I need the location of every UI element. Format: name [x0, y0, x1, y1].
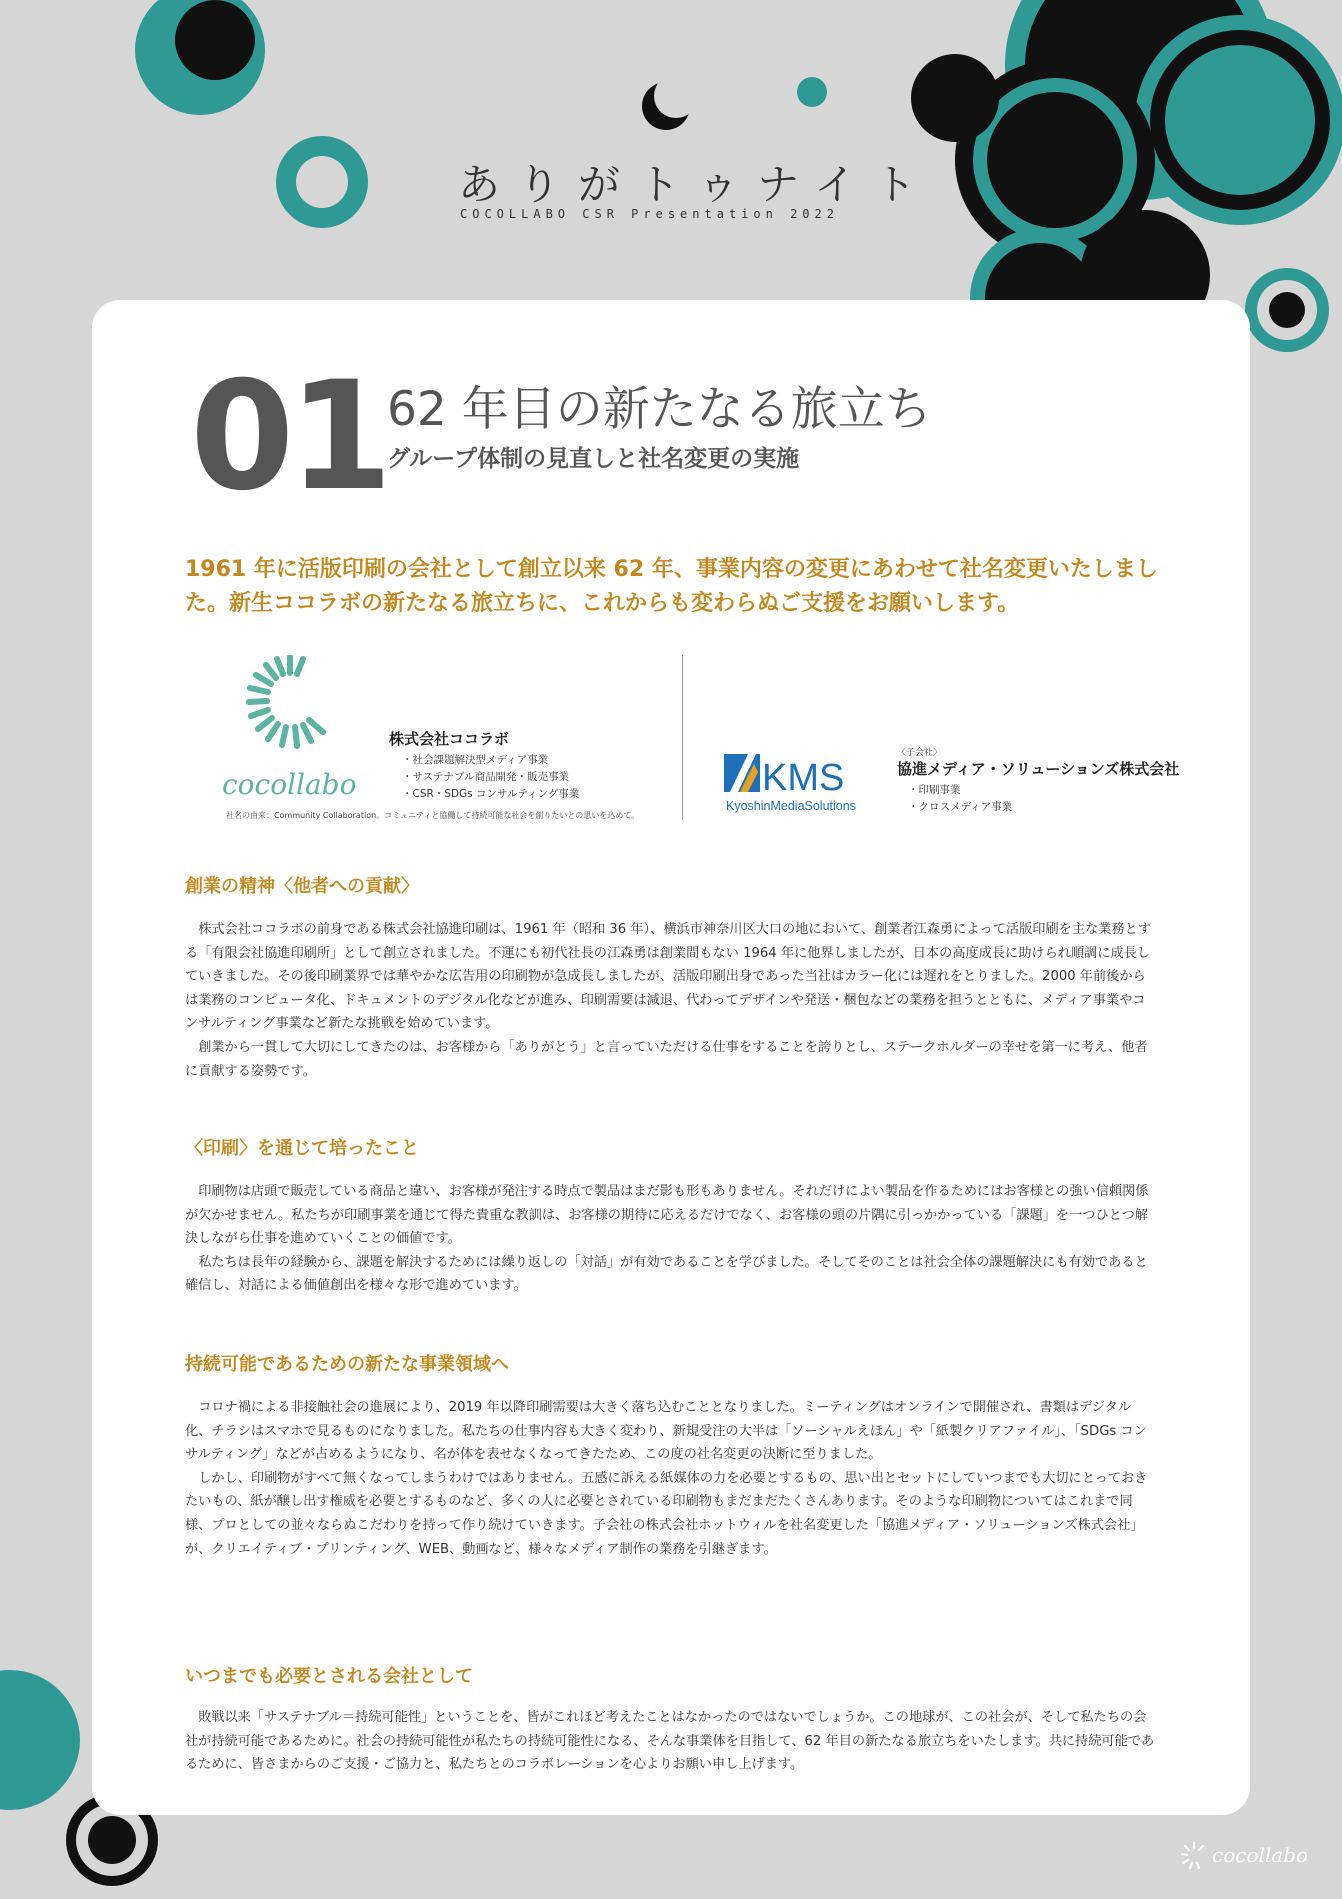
paragraph: しかし、印刷物がすべて無くなってしまうわけではありません。五感に訴える紙媒体の力を必要とするもの、思い出とセットにしていつまでも大切にとっておきたいもの、紙が醸し出す権威を必要とするものなど、多くの人に必要とされている印刷物もまだまだたくさんあります。そのような印刷物についてはこれまで同様、プロとしての並々ならぬこだわりを持って作り続けていきます。子会社の株式会社ホットウィルを社名変更した「協進メディア・ソリューションズ株式会社」が、クリエイティブ・プリンティング、WEB、動画など、様々なメディア制作の業務を引継ぎます。: [185, 1470, 1148, 1557]
section-heading: いつまでも必要とされる会社として: [185, 1666, 473, 1687]
subsidiary-name: 協進メディア・ソリューションズ株式会社: [897, 760, 1180, 778]
paragraph: 敗戦以来「サステナブル＝持続可能性」ということを、皆がこれほど考えたことはなかったのではないでしょうか。この地球が、この社会が、そして私たちの会社が持続可能であるために。社会の持続可能性が私たちの持続可能性になる、そんな事業体を目指して、62 年目の新たなる旅立ちをいたします。共に持続可能であるために、皆さまからのご支援・ご協力と、私たちとのコラボレーションを心よりお願い申し上げます。: [185, 1710, 1155, 1773]
company-business-list: [402, 752, 579, 803]
lead-text: 1961 年に活版印刷の会社として創立以来 62 年、事業内容の変更にあわせて社名変更いたしました。新生ココラボの新たなる旅立ちに、これからも変わらぬご支援をお願いします。: [185, 557, 1158, 616]
site-title: ありがトゥナイト: [458, 160, 935, 209]
page-header: [0, 0, 1342, 300]
section-body: [185, 1180, 1157, 1298]
subsidiary-tag: 〈子会社〉: [897, 748, 943, 758]
cocollabo-wordmark: cocollabo: [222, 768, 357, 801]
site-subtitle: COCOLLABO CSR Presentation 2022: [460, 207, 839, 221]
list-item: ・CSR・SDGs コンサルティング事業: [402, 788, 580, 800]
kms-logo-subtext: KyoshinMediaSolutions: [726, 799, 856, 813]
paragraph: 印刷物は店頭で販売している商品と違い、お客様が発注する時点で製品はまだ影も形もありません。それだけによい製品を作るためにはお客様との強い信頼関係が欠かせません。私たちが印刷事業を通じて得た貴重な教訓は、お客様の期待に応えるだけでなく、お客様の頭の片隅に引っかかっている「課題」を一つひとつ解決しながら仕事を進めていくことの価値です。: [185, 1184, 1149, 1247]
paragraph: コロナ禍による非接触社会の進展により、2019 年以降印刷需要は大きく落ち込むこととなりました。ミーティングはオンラインで開催され、書類はデジタル化、チラシはスマホで見るものになりました。私たちの仕事内容も大きく変わり、新規受注の大半は「ソーシャルえほん」や「紙製クリアファイル」、「SDGs コンサルティング」などが占めるようになり、名が体を表せなくなってきたため、この度の社名変更の決断に至りました。: [185, 1400, 1147, 1463]
footer-brand: cocollabo: [1212, 1843, 1309, 1867]
list-item: ・クロスメディア事業: [908, 801, 1013, 813]
section-heading: 創業の精神〈他者への貢献〉: [185, 876, 419, 897]
footer-logo-icon: [1180, 1842, 1208, 1870]
company-name: 株式会社ココラボ: [389, 730, 510, 748]
paragraph: 株式会社ココラボの前身である株式会社協進印刷は、1961 年（昭和 36 年）、横浜市神奈川区大口の地において、創業者江森勇によって活版印刷を主な業務とする「有限会社協進印刷所」として創立されました。不運にも初代社長の江森勇は創業間もない 1964 年に他界しましたが、日本の高度成長に助けられ順調に成長していきました。その後印刷業界では華やかな広告用の印刷物が急成長しましたが、活版印刷出身であった当社はカラー化には遅れをとりました。2000 年前後からは業務のコンピュータ化、ドキュメントのデジタル化などが進み、印刷需要は減退、代わってデザインや発送・梱包などの業務を担うとともに、メディア事業やコンサルティング事業など新たな挑戦を始めています。: [185, 922, 1151, 1032]
article-title: 62 年目の新たなる旅立ち: [387, 382, 932, 437]
section-body: [185, 1396, 1157, 1561]
section-body: [185, 918, 1157, 1083]
paragraph: 私たちは長年の経験から、課題を解決するためには繰り返しの「対話」が有効であることを学びました。そしてそのことは社会全体の課題解決にも有効であると確信し、対話による価値創出を様々な形で進めています。: [185, 1254, 1148, 1294]
list-item: ・社会課題解決型メディア事業: [402, 754, 549, 766]
crescent-moon-icon: [640, 78, 690, 134]
section-heading: 持続可能であるための新たな事業領域へ: [185, 1354, 509, 1375]
section-body: [185, 1706, 1157, 1777]
list-item: ・印刷事業: [908, 784, 961, 796]
list-item: ・サステナブル商品開発・販売事業: [402, 771, 569, 783]
article-subtitle: グループ体制の見直しと社名変更の実施: [387, 446, 800, 472]
article-number: 01: [190, 350, 387, 524]
logo-divider: [682, 655, 683, 820]
kms-logo-text: KMS: [762, 757, 845, 799]
company-name-origin-note: 社名の由来：Community Collaboration。コミュニティと協働して持続可能な社会を創りたいとの思いを込めて。: [226, 811, 640, 820]
paragraph: 創業から一貫して大切にしてきたのは、お客様から「ありがとう」と言っていただける仕事をすることを誇りとし、ステークホルダーの幸せを第一に考え、他者に貢献する姿勢です。: [185, 1039, 1148, 1079]
cocollabo-logo-icon: [245, 655, 335, 750]
subsidiary-business-list: [908, 782, 1012, 816]
kms-logo-icon: [724, 752, 884, 816]
section-heading: 〈印刷〉を通じて培ったこと: [185, 1138, 419, 1159]
